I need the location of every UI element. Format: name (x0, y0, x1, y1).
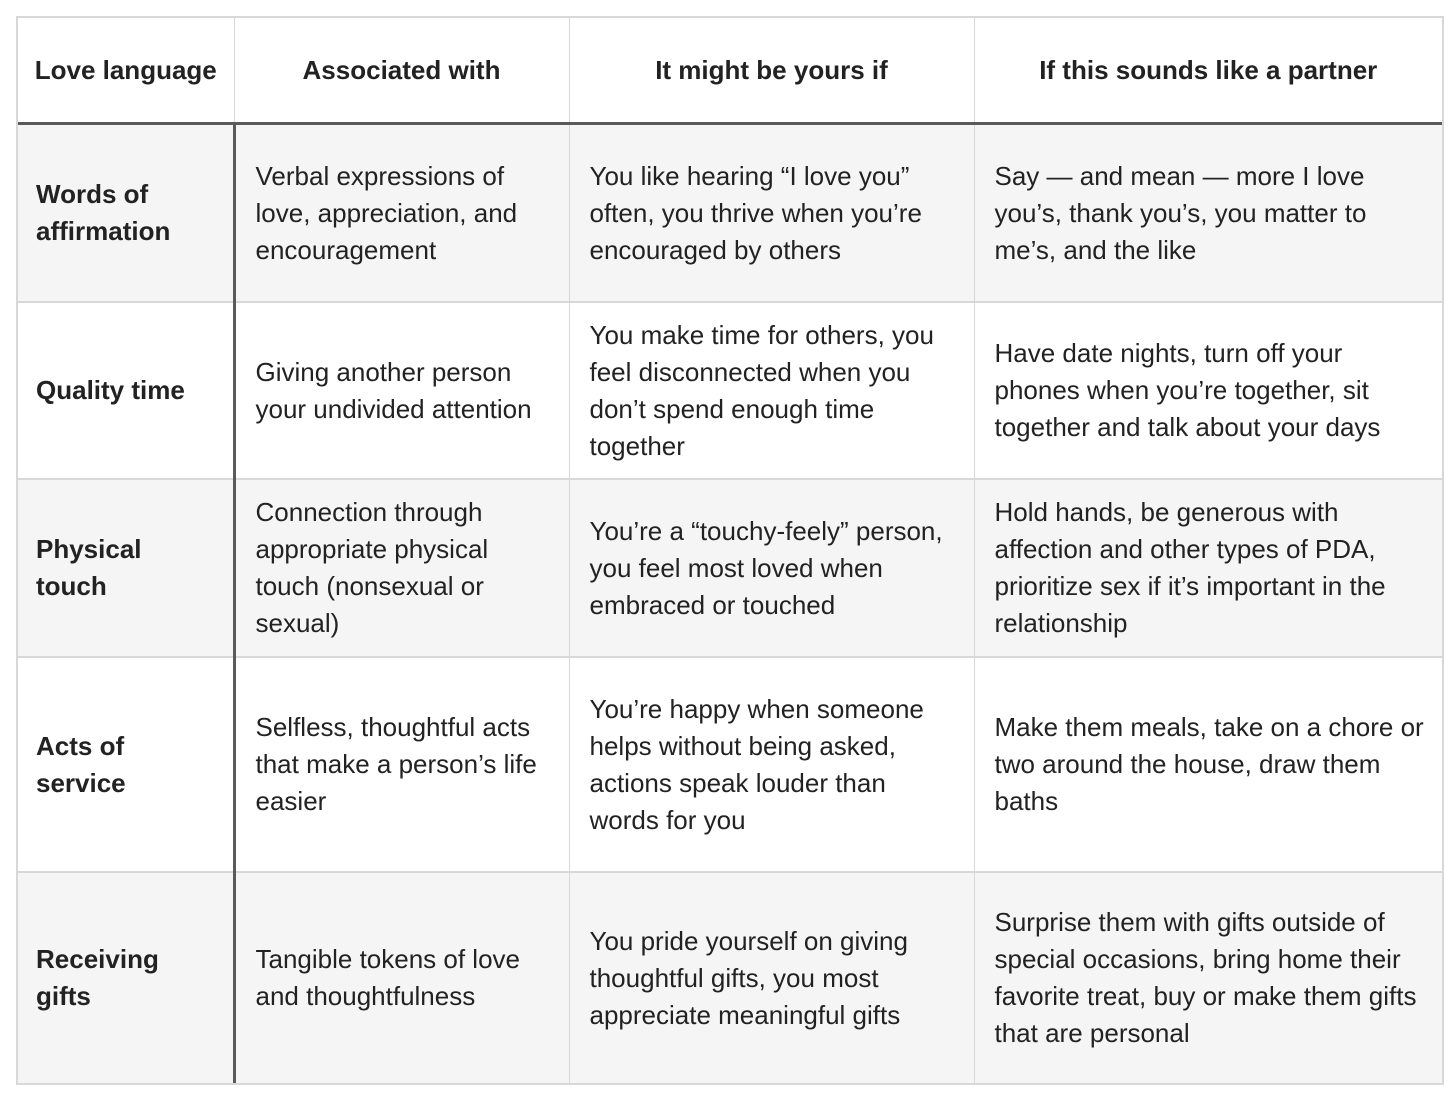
might-be-yours-cell: You pride yourself on giving thoughtful gifts, you most appreciate meaningful gifts (569, 872, 974, 1083)
header-love-language: Love language (18, 18, 234, 124)
love-languages-table (18, 18, 1442, 1083)
love-language-cell: Acts of service (18, 657, 234, 872)
table-header-row (18, 18, 1442, 124)
associated-with-cell: Connection through appropriate physical touch (nonsexual or sexual) (234, 479, 569, 657)
table-row (18, 872, 1442, 1083)
header-associated-with: Associated with (234, 18, 569, 124)
might-be-yours-cell: You make time for others, you feel disconnected when you don’t spend enough time together (569, 302, 974, 479)
header-partner: If this sounds like a partner (974, 18, 1442, 124)
partner-cell: Say — and mean — more I love you’s, thank you’s, you matter to me’s, and the like (974, 124, 1442, 303)
might-be-yours-cell: You’re happy when someone helps without being asked, actions speak louder than words for you (569, 657, 974, 872)
partner-cell: Make them meals, take on a chore or two around the house, draw them baths (974, 657, 1442, 872)
header-might-be-yours-if: It might be yours if (569, 18, 974, 124)
might-be-yours-cell: You like hearing “I love you” often, you thrive when you’re encouraged by others (569, 124, 974, 303)
table-row (18, 302, 1442, 479)
partner-cell: Hold hands, be generous with affection and other types of PDA, prioritize sex if it’s important in the relationship (974, 479, 1442, 657)
love-language-cell: Receiving gifts (18, 872, 234, 1083)
associated-with-cell: Tangible tokens of love and thoughtfulness (234, 872, 569, 1083)
associated-with-cell: Giving another person your undivided attention (234, 302, 569, 479)
table-row (18, 657, 1442, 872)
partner-cell: Surprise them with gifts outside of special occasions, bring home their favorite treat, buy or make them gifts that are personal (974, 872, 1442, 1083)
love-language-cell: Physical touch (18, 479, 234, 657)
associated-with-cell: Selfless, thoughtful acts that make a person’s life easier (234, 657, 569, 872)
partner-cell: Have date nights, turn off your phones when you’re together, sit together and talk about your days (974, 302, 1442, 479)
table-row (18, 124, 1442, 303)
might-be-yours-cell: You’re a “touchy-feely” person, you feel most loved when embraced or touched (569, 479, 974, 657)
love-languages-table-container (16, 16, 1444, 1085)
associated-with-cell: Verbal expressions of love, appreciation, and encouragement (234, 124, 569, 303)
love-language-cell: Words of affirmation (18, 124, 234, 303)
table-row (18, 479, 1442, 657)
love-language-cell: Quality time (18, 302, 234, 479)
